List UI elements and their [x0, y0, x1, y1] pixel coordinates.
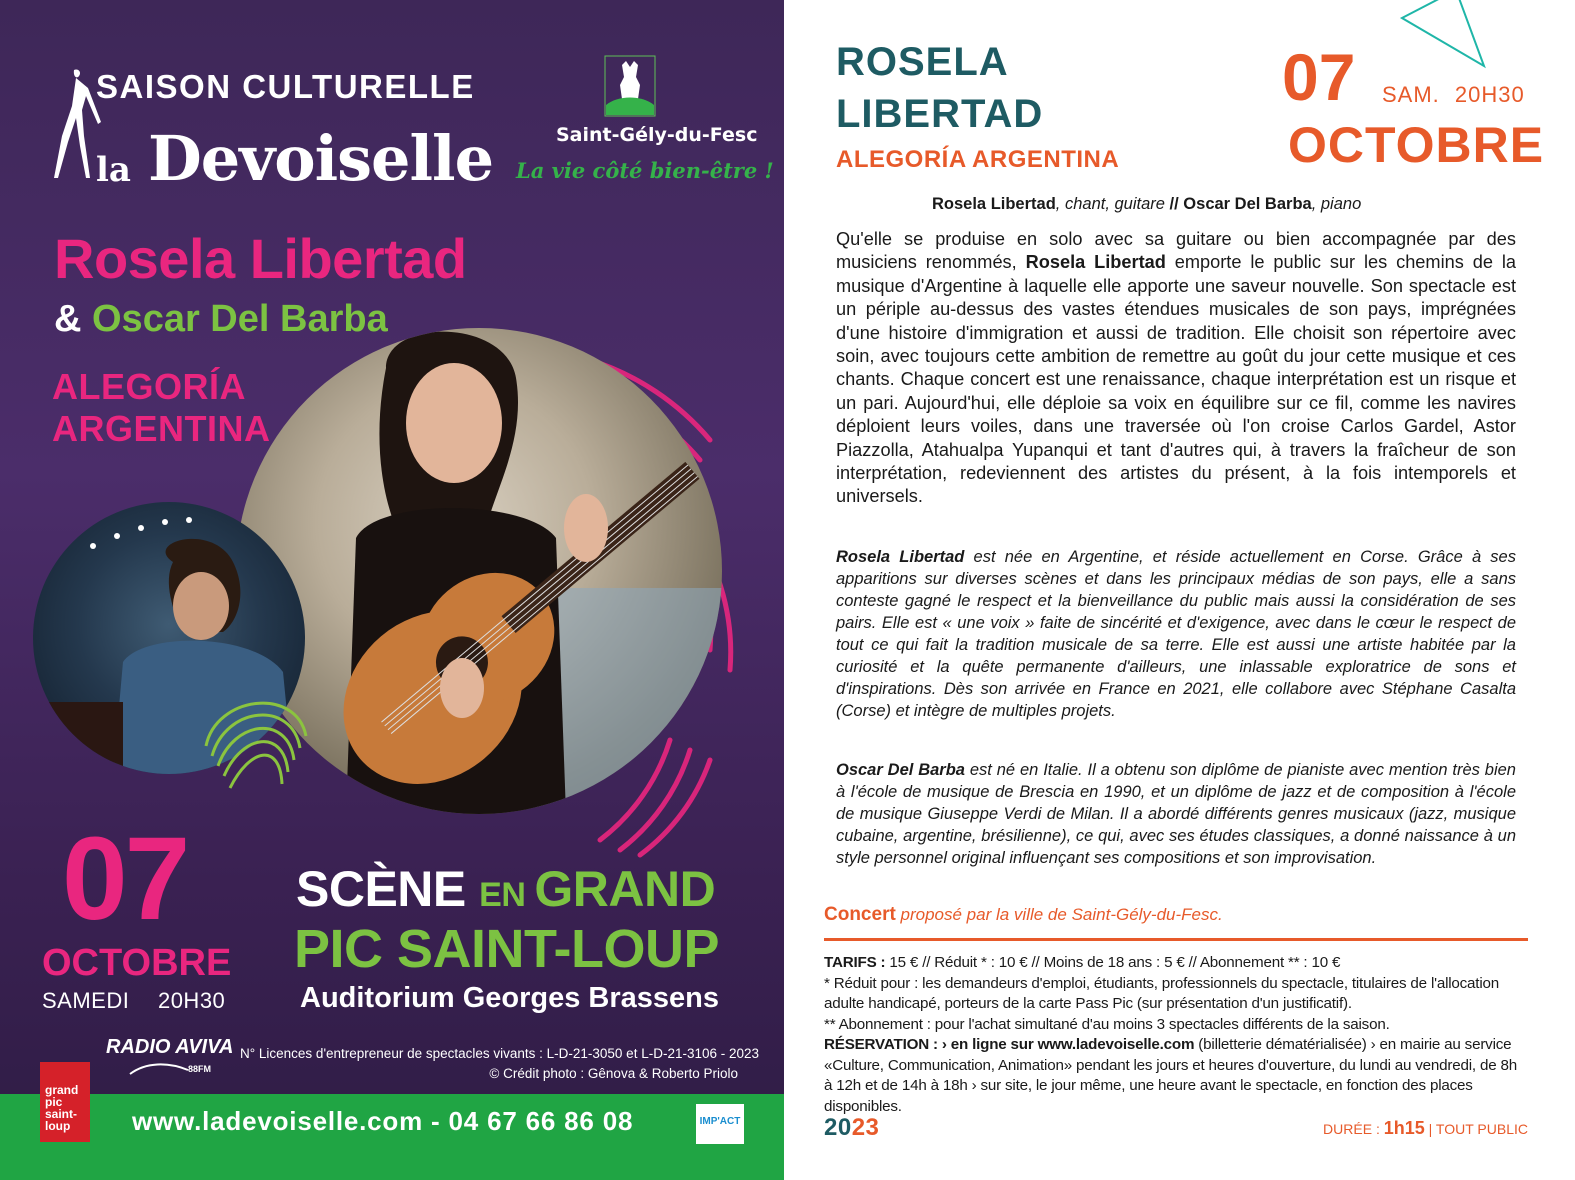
series-word-scene: SCÈNE: [296, 861, 480, 917]
licence-info: N° Licences d'entrepreneur de spectacles vivants : L-D-21-3050 et L-D-21-3106 - 2023: [240, 1046, 760, 1061]
devoiselle-logo: Devoiselle: [148, 122, 494, 195]
credit-separator: //: [1169, 195, 1179, 213]
ampersand: &: [54, 298, 92, 340]
reservation-line: [824, 1035, 1528, 1117]
photo-credit: © Crédit photo : Gênova & Roberto Priolo: [489, 1066, 738, 1081]
year-part-1: 20: [824, 1114, 852, 1141]
bio-rosela-paragraph: [836, 546, 1516, 722]
show-title-line1: ALEGORÍA: [52, 366, 247, 407]
radio-logo: RADIO AVIVA: [106, 1036, 234, 1058]
credit-role-1: , chant, guitare: [1055, 195, 1170, 213]
venue-name: Auditorium Georges Brassens: [300, 982, 719, 1014]
devoiselle-logo-prefix: la: [96, 150, 131, 190]
concert-text: proposé par la ville de Saint-Gély-du-Fesc.: [895, 905, 1223, 924]
tarifs-label: TARIFS :: [824, 954, 886, 971]
abonnement-line: ** Abonnement : pour l'achat simultané d'au moins 3 spectacles différents de la saison.: [824, 1015, 1390, 1033]
bio-oscar-text: est né en Italie. Il a obtenu son diplôme de pianiste avec mention très bien à l'école de musique de Brescia en 1990, et un diplôme de jazz et de composition à l'école de musique Giuseppe Verdi de Milan. Il a abordé différents genres musicaux (jazz, musique cubaine, argentine, brésilienne), ce qui, avec ses études classiques, a donné naissance à un style personnel original influençant ses compositions et son improvisation.: [836, 761, 1516, 867]
bio-oscar-name: Oscar Del Barba: [836, 761, 965, 779]
artist-name-secondary: Oscar Del Barba: [92, 298, 388, 340]
concert-poster: [0, 0, 784, 1180]
intro-text-a: Qu'elle se produise en solo avec sa guitare ou bien accompagnée par des musiciens renommés,: [836, 229, 1516, 273]
duration-label: DURÉE :: [1323, 1121, 1384, 1137]
tarifs-line: [824, 953, 1528, 974]
series-word-en: EN: [479, 876, 535, 914]
credit-name-1: Rosela Libertad: [932, 195, 1056, 213]
season-year: [824, 1114, 879, 1142]
artist-name-primary: Rosela Libertad: [54, 227, 467, 290]
saint-gely-emblem-icon: [604, 55, 656, 117]
credit-role-2: , piano: [1311, 195, 1362, 213]
event-month: OCTOBRE: [42, 942, 232, 984]
grand-pic-saint-loup-logo: grand pic saint-loup: [40, 1062, 90, 1142]
partner-tagline: La vie côté bien-être !: [516, 158, 774, 183]
page-event-month: OCTOBRE: [1288, 117, 1545, 173]
series-word-grand: GRAND: [534, 861, 716, 917]
audience-label: | TOUT PUBLIC: [1424, 1121, 1528, 1137]
show-title: [52, 366, 271, 450]
performer-credits: [932, 195, 1361, 214]
reservation-text: (billetterie dématérialisée) › en mairie au service «Culture, Communication, Animation» pendant les jours et heures d'ouverture, du lundi au vendredi, de 8h à 12h et de 14h à 18h › sur site, le jour même, une heure avant le spectacle, en fonction des places disponibles.: [824, 1036, 1517, 1115]
series-title-line1: [296, 860, 715, 918]
bio-oscar-paragraph: [836, 759, 1516, 869]
bio-rosela-text: est née en Argentine, et réside actuellement en Corse. Grâce à ses apparitions sur diverses scènes et dans les principaux médias de son pays, elle a sans conteste gagné le respect et la bienveillance du public mais aussi la considération de ses pairs. Elle est « une voix » faite de sincérité et d'exigence, avec dans le cœur le respect de tout ce qui fait la tradition musicale de sa terre. Elle est aussi une artiste habitée par la curiosité et la quête permanente d'ailleurs, une inlassable exploratrice de sons et d'inspirations. Dès son arrivée en France en 2021, elle collabore avec Stéphane Casalta (Corse) et intègre de multiples projets.: [836, 548, 1516, 720]
artist-name-secondary-line: [54, 298, 388, 341]
concert-label: Concert: [824, 904, 896, 925]
season-label: SAISON CULTURELLE: [96, 68, 475, 105]
page-title: [836, 36, 1043, 140]
concert-organizer: [824, 904, 1223, 926]
partner-name: Saint-Gély-du-Fesc: [556, 124, 758, 146]
green-swirl-decoration: [196, 676, 316, 816]
page-title-line1: ROSELA: [836, 40, 1009, 84]
triangle-decoration-icon: [1398, 0, 1488, 70]
intro-paragraph: [836, 228, 1516, 509]
practical-info: [824, 953, 1528, 1117]
duration-info: [1323, 1118, 1528, 1139]
section-divider: [824, 938, 1528, 941]
event-day: 07: [62, 813, 188, 945]
page-title-line2: LIBERTAD: [836, 92, 1044, 136]
page-event-daytime: SAM. 20H30: [1382, 82, 1525, 107]
page-event-day: 07: [1282, 40, 1356, 114]
year-part-2: 23: [851, 1114, 880, 1141]
page-subtitle: ALEGORÍA ARGENTINA: [836, 146, 1120, 173]
impact-logo: IMP'ACT: [696, 1104, 744, 1144]
footer-contact[interactable]: www.ladevoiselle.com - 04 67 66 86 08: [132, 1106, 634, 1136]
credit-name-2: Oscar Del Barba: [1178, 195, 1312, 213]
reservation-online-link[interactable]: › en ligne sur www.ladevoiselle.com: [937, 1036, 1195, 1053]
reservation-label: RÉSERVATION :: [824, 1036, 938, 1053]
radio-frequency: 88FM: [188, 1064, 212, 1074]
bio-rosela-name: Rosela Libertad: [836, 548, 965, 566]
reduit-line: * Réduit pour : les demandeurs d'emploi, étudiants, professionnels du spectacle, titulaires de l'allocation adulte handicapé, porteurs de la carte Pass Pic (sur présentation d'un justificatif).: [824, 974, 1499, 1012]
intro-artist-name: Rosela Libertad: [1025, 252, 1166, 273]
intro-text-c: emporte le public sur les chemins de la musique d'Argentine à laquelle elle apporte une saveur nouvelle. Son spectacle est un périple au-dessus des vastes étendues musicales de son pays, imprégnées d'une histoire d'immigration et aussi de tradition. Elle choisit son répertoire avec soin, avec toujours cette ambition de remettre au goût du jour cette musique et ces chants. Chaque concert est une renaissance, chaque interprétation est un risque et un pari. Aujourd'hui, elle déploie sa voix en équilibre sur ce fil, comme les navires déploient leurs voiles, dans une traversée où l'on croise Carlos Gardel, Astor Piazzolla, Atahualpa Yupanqui et tant d'autres qui, à travers la fraîcheur de son interprétation, redeviennent des artistes du présent, à la fois intemporels et universels.: [836, 252, 1516, 507]
duration-value: 1h15: [1383, 1118, 1425, 1138]
series-title-line2: PIC SAINT-LOUP: [294, 919, 720, 979]
radio-wave-icon: [128, 1058, 190, 1078]
tarifs-text: 15 € // Réduit * : 10 € // Moins de 18 ans : 5 € // Abonnement ** : 10 €: [885, 954, 1341, 971]
show-title-line2: ARGENTINA: [52, 408, 271, 449]
event-weekday-time: SAMEDI 20H30: [42, 988, 226, 1013]
dancer-silhouette-icon: [52, 66, 102, 184]
